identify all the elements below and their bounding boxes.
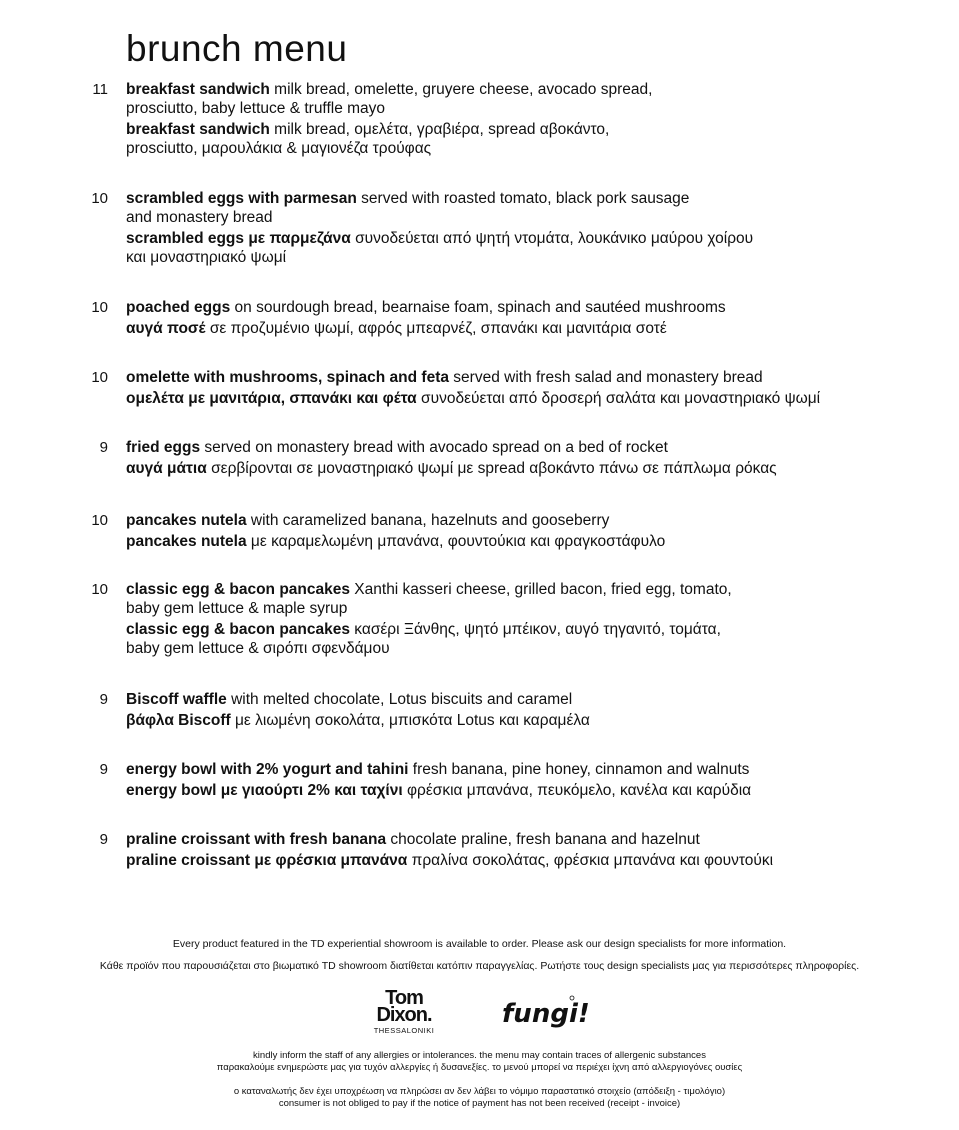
- item-desc-gr: σερβίρονται σε μοναστηριακό ψωμί με spread αβοκάντο πάνω σε πάπλωμα ρόκας: [206, 460, 777, 477]
- item-name-gr: praline croissant με φρέσκια μπανάνα: [126, 852, 408, 869]
- tom-dixon-logo: [368, 987, 440, 1035]
- logo-tom: Tom: [385, 987, 423, 1009]
- logo-city: THESSALONIKI: [373, 1026, 435, 1035]
- allergy-note-en: kindly inform the staff of any allergies or intolerances. the menu may contain traces of allergenic substances: [253, 1050, 706, 1061]
- item-desc-gr: με λιωμένη σοκολάτα, μπισκότα Lotus και καραμέλα: [230, 712, 590, 729]
- item-name-gr: αυγά ποσέ: [126, 320, 206, 337]
- receipt-note-en: consumer is not obliged to pay if the notice of payment has not been received (receipt - invoice): [278, 1098, 681, 1109]
- item-name-gr: βάφλα Biscoff: [126, 712, 231, 729]
- item-name-en: pancakes nutela: [126, 512, 247, 529]
- item-desc-gr-cont: baby gem lettuce & σιρόπι σφενδάμου: [126, 640, 390, 657]
- item-desc-gr: πραλίνα σοκολάτας, φρέσκια μπανάνα και φουντούκι: [407, 852, 774, 869]
- item-name-en: Biscoff waffle: [126, 691, 227, 708]
- item-desc-gr-cont: και μοναστηριακό ψωμί: [126, 249, 287, 266]
- item-name-en: breakfast sandwich: [126, 81, 270, 98]
- item-desc-en: Xanthi kasseri cheese, grilled bacon, fried egg, tomato,: [350, 581, 732, 598]
- item-name-en: omelette with mushrooms, spinach and feta: [126, 369, 449, 386]
- item-name-en: poached eggs: [126, 299, 231, 316]
- item-name-gr: breakfast sandwich: [126, 121, 270, 138]
- item-price: 9: [99, 691, 108, 708]
- item-price: 9: [99, 831, 108, 848]
- item-name-en: praline croissant with fresh banana: [126, 831, 387, 848]
- item-name-gr: scrambled eggs με παρμεζάνα: [126, 230, 351, 247]
- item-desc-en-cont: baby gem lettuce & maple syrup: [126, 600, 348, 617]
- item-price: 10: [91, 581, 108, 598]
- item-name-en: fried eggs: [126, 439, 201, 456]
- item-name-gr: pancakes nutela: [126, 533, 247, 550]
- item-price: 10: [91, 190, 108, 207]
- receipt-note-gr: ο καταναλωτής δεν έχει υποχρέωση να πληρώσει αν δεν λάβει το νόμιμο παραστατικό στοιχείο (απόδειξη - τιμολόγιο): [233, 1086, 726, 1097]
- allergy-note-gr: παρακαλούμε ενημερώστε μας για τυχόν αλλεργίες ή δυσανεξίες. το μενού μπορεί να περιέχει ίχνη από αλλεργιογόνες ουσίες: [216, 1062, 743, 1073]
- showroom-note-en: Every product featured in the TD experiential showroom is available to order. Please ask our design specialists for more information.: [172, 938, 787, 950]
- item-price: 10: [91, 369, 108, 386]
- item-name-en: classic egg & bacon pancakes: [126, 581, 350, 598]
- fungi-logo-icon: [500, 992, 590, 1032]
- item-desc-en: on sourdough bread, bearnaise foam, spinach and sautéed mushrooms: [230, 299, 726, 316]
- item-name-en: energy bowl with 2% yogurt and tahini: [126, 761, 409, 778]
- item-desc-en-cont: prosciutto, baby lettuce & truffle mayo: [126, 100, 386, 117]
- item-desc-en: served with fresh salad and monastery bread: [448, 369, 763, 386]
- item-desc-en: served on monastery bread with avocado spread on a bed of rocket: [200, 439, 668, 456]
- item-desc-gr: φρέσκια μπανάνα, πευκόμελο, κανέλα και καρύδια: [402, 782, 752, 799]
- item-desc-gr-cont: prosciutto, μαρουλάκια & μαγιονέζα τρούφας: [126, 140, 432, 157]
- item-name-gr: classic egg & bacon pancakes: [126, 621, 350, 638]
- item-price: 9: [99, 439, 108, 456]
- menu-title: brunch menu: [126, 28, 348, 69]
- fungi-logo: [500, 992, 590, 1037]
- item-price: 9: [99, 761, 108, 778]
- item-desc-gr: συνοδεύεται από ψητή ντομάτα, λουκάνικο μαύρου χοίρου: [350, 230, 754, 247]
- item-name-en: scrambled eggs with parmesan: [126, 190, 357, 207]
- item-price: 10: [91, 512, 108, 529]
- logo-dixon: Dixon.: [376, 1004, 432, 1026]
- item-desc-en: milk bread, omelette, gruyere cheese, avocado spread,: [269, 81, 653, 98]
- item-price: 10: [91, 299, 108, 316]
- item-desc-en: chocolate praline, fresh banana and hazelnut: [386, 831, 700, 848]
- fungi-logo-text: fungi!: [502, 999, 590, 1029]
- item-name-gr: energy bowl με γιαούρτι 2% και ταχίνι: [126, 782, 403, 799]
- item-desc-en: fresh banana, pine honey, cinnamon and walnuts: [408, 761, 750, 778]
- item-desc-en: served with roasted tomato, black pork sausage: [356, 190, 690, 207]
- item-desc-en-cont: and monastery bread: [126, 209, 273, 226]
- showroom-note-gr: Κάθε προϊόν που παρουσιάζεται στο βιωματικό TD showroom διατίθεται κατόπιν παραγγελίας. Ρωτήστε τους design specialists μας για περισσότερες πληροφορίες.: [99, 960, 860, 972]
- item-desc-gr: κασέρι Ξάνθης, ψητό μπέικον, αυγό τηγανιτό, τομάτα,: [350, 621, 721, 638]
- item-desc-gr: milk bread, ομελέτα, γραβιέρα, spread αβοκάντο,: [269, 121, 610, 138]
- item-name-gr: ομελέτα με μανιτάρια, σπανάκι και φέτα: [126, 390, 417, 407]
- item-price: 11: [92, 81, 108, 98]
- logos: [0, 987, 959, 1038]
- item-name-gr: αυγά μάτια: [126, 460, 207, 477]
- item-desc-gr: συνοδεύεται από δροσερή σαλάτα και μοναστηριακό ψωμί: [416, 390, 821, 407]
- item-desc-en: with melted chocolate, Lotus biscuits and caramel: [226, 691, 573, 708]
- item-desc-en: with caramelized banana, hazelnuts and gooseberry: [246, 512, 610, 529]
- item-desc-gr: με καραμελωμένη μπανάνα, φουντούκια και φραγκοστάφυλο: [246, 533, 666, 550]
- item-desc-gr: σε προζυμένιο ψωμί, αφρός μπεαρνέζ, σπανάκι και μανιτάρια σοτέ: [205, 320, 667, 337]
